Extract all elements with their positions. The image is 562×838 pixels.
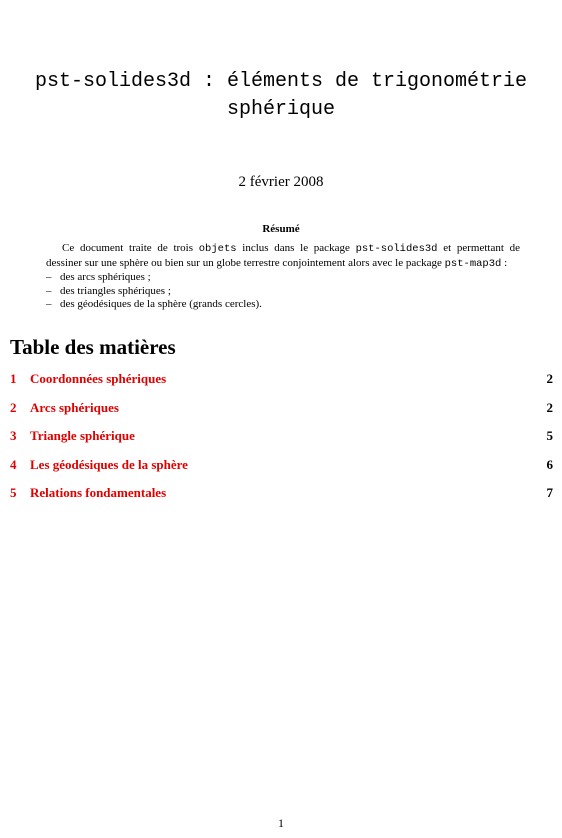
toc-entry-number: 4: [10, 456, 17, 472]
toc-entry-link[interactable]: Coordonnées sphériques: [30, 371, 167, 386]
toc-entry-number: 2: [10, 399, 17, 415]
toc-entry-number: 3: [10, 428, 17, 443]
toc-entry-link[interactable]: Triangle sphérique: [30, 428, 135, 443]
title-line-1: pst-solides3d : éléments de trigonométrie: [34, 70, 528, 93]
dash-bullet: –: [46, 284, 52, 297]
toc-entry-number: 1: [10, 371, 17, 386]
page-number: 1: [278, 816, 284, 830]
document-date: 2 février 2008: [238, 174, 324, 190]
document-title: [0, 68, 562, 124]
toc-entry-page: 2: [546, 399, 553, 415]
dash-bullet: –: [46, 271, 52, 283]
abstract-code-map3d: pst-map3d: [444, 257, 502, 270]
toc-entry-link[interactable]: Relations fondamentales: [30, 485, 167, 500]
abstract-text-3: et permettant de dessiner sur une sphère ou bien sur un globe terrestre conjointement alors avec le package: [46, 242, 520, 269]
abstract: [46, 242, 520, 312]
toc-entry-page: 7: [546, 485, 553, 500]
toc-entry-page: 5: [546, 428, 553, 443]
abstract-text-4: :: [501, 256, 508, 269]
list-item: – des géodésiques de la sphère (grands cercles).: [46, 298, 262, 310]
toc-title: Table des matières: [10, 335, 176, 359]
toc-entry-relations[interactable]: [10, 483, 553, 512]
title-line-2: sphérique: [226, 98, 336, 121]
abstract-text-1: Ce document traite de trois: [62, 242, 199, 254]
abstract-paragraph: [46, 242, 520, 271]
toc-entry-geodesiques[interactable]: [10, 455, 553, 484]
toc-entry-page: 6: [546, 456, 553, 472]
toc-entry-coordonnees[interactable]: [10, 369, 553, 398]
toc-entry-page: 2: [546, 371, 553, 386]
toc-entry-link[interactable]: Arcs sphériques: [30, 399, 119, 415]
abstract-list: [46, 271, 520, 312]
abstract-heading: Résumé: [262, 223, 300, 235]
table-of-contents: [10, 369, 553, 512]
toc-entry-triangle[interactable]: [10, 426, 553, 455]
toc-entry-link[interactable]: Les géodésiques de la sphère: [30, 456, 188, 472]
abstract-text-2: inclus dans le package: [236, 242, 356, 254]
list-item: – des arcs sphériques ;: [46, 271, 151, 283]
toc-entry-number: 5: [10, 485, 17, 500]
abstract-code-solides3d: pst-solides3d: [355, 243, 438, 255]
dash-bullet: –: [46, 298, 52, 310]
abstract-code-objets: objets: [198, 243, 237, 255]
toc-entry-arcs[interactable]: [10, 398, 553, 427]
list-item: – des triangles sphériques ;: [46, 284, 171, 297]
